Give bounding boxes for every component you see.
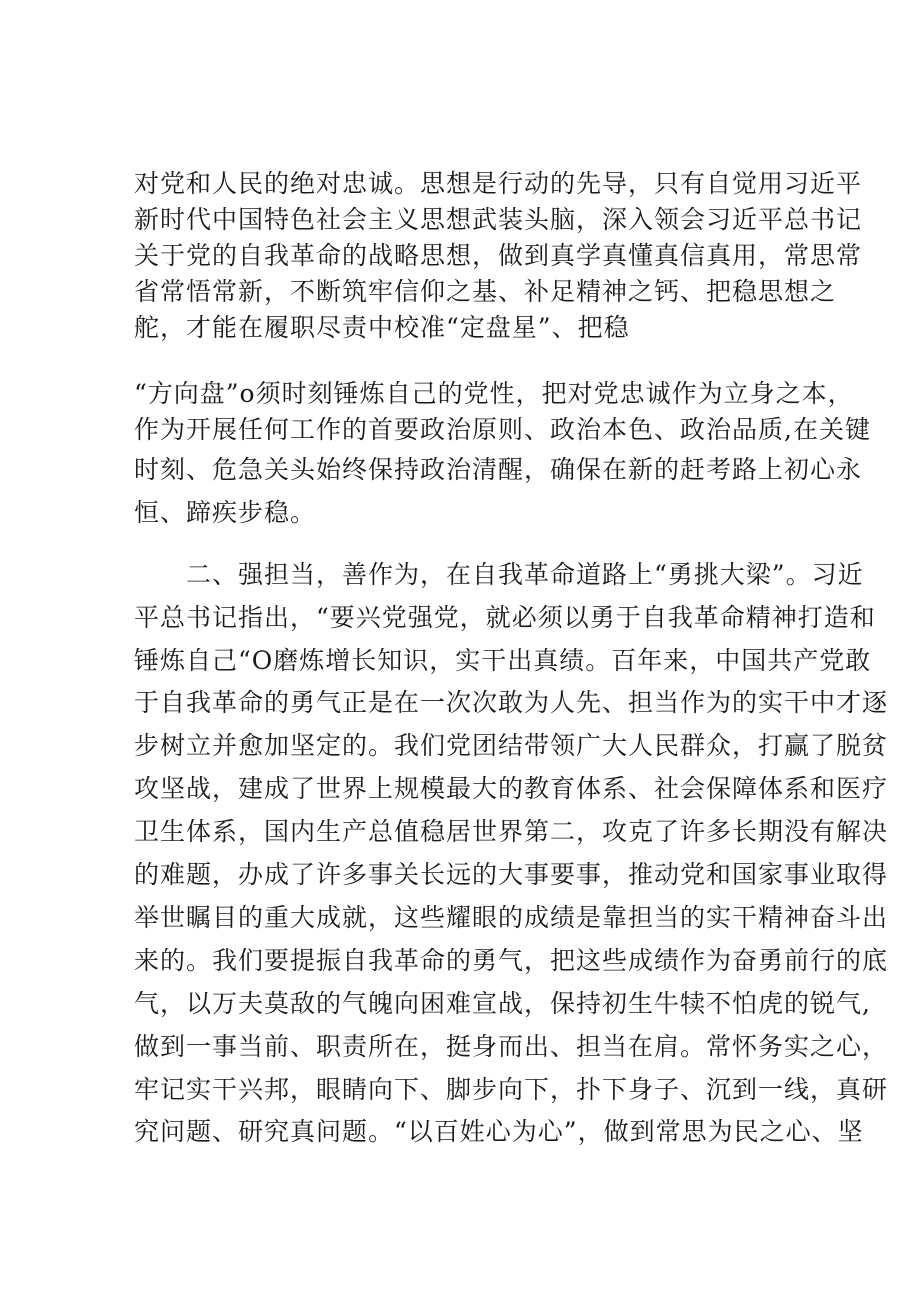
- text-line: 攻坚战，建成了世界上规模最大的教育体系、社会保障体系和医疗: [134, 774, 889, 803]
- text-line: 来的。我们要提振自我革命的勇气，把这些成绩作为奋勇前行的底: [134, 946, 889, 975]
- text-line: 关于党的自我革命的战略思想，做到真学真懂真信真用，常思常: [134, 241, 863, 270]
- text-line: 二、强担当，善作为，在自我革命道路上“勇挑大梁”。习近: [186, 560, 864, 589]
- text-line: 的难题，办成了许多事关长远的大事要事，推动党和国家事业取得: [134, 860, 889, 889]
- text-line: 舵，才能在履职尽责中校准“定盘星”、把稳: [134, 313, 630, 342]
- text-line: 究问题、研究真问题。“以百姓心为心”，做到常思为民之心、坚: [134, 1117, 864, 1146]
- text-line: 牢记实干兴邦，眼睛向下、脚步向下，扑下身子、沉到一线，真研: [134, 1075, 889, 1104]
- text-line: 省常悟常新，不断筑牢信仰之基、补足精神之钙、把稳思想之: [134, 277, 837, 306]
- text-line: 平总书记指出，“要兴党强党，就必须以勇于自我革命精神打造和: [134, 603, 876, 632]
- text-line: 气，以万夫莫敌的气魄向困难宣战，保持初生牛犊不怕虎的锐气,: [134, 989, 871, 1018]
- text-line: 锤炼自己“O磨炼增长知识，实干出真绩。百年来，中国共产党敢: [134, 646, 872, 675]
- text-line: 时刻、危急关头始终保持政治清醒，确保在新的赶考路上初心永: [134, 455, 863, 484]
- text-line: 卫生体系，国内生产总值稳居世界第二，攻克了许多长期没有解决: [134, 817, 889, 846]
- text-line: 新时代中国特色社会主义思想武装头脑，深入领会习近平总书记: [134, 205, 863, 234]
- text-line: 恒、蹄疾步稳。: [134, 498, 317, 527]
- text-line: 做到一事当前、职责所在，挺身而出、担当在肩。常怀务实之心，: [134, 1032, 889, 1061]
- text-line: 举世瞩目的重大成就，这些耀眼的成绩是靠担当的实干精神奋斗出: [134, 903, 889, 932]
- text-line: 对党和人民的绝对忠诚。思想是行动的先导，只有自觉用习近平: [134, 169, 863, 198]
- text-line: 于自我革命的勇气正是在一次次敢为人先、担当作为的实干中才逐: [134, 688, 889, 717]
- text-line: 作为开展任何工作的首要政治原则、政治本色、政治品质,在关键: [134, 415, 871, 444]
- text-line: “方向盘”o须时刻锤炼自己的党性，把对党忠诚作为立身之本，: [134, 379, 854, 408]
- text-line: 步树立并愈加坚定的。我们党团结带领广大人民群众，打赢了脱贫: [134, 731, 889, 760]
